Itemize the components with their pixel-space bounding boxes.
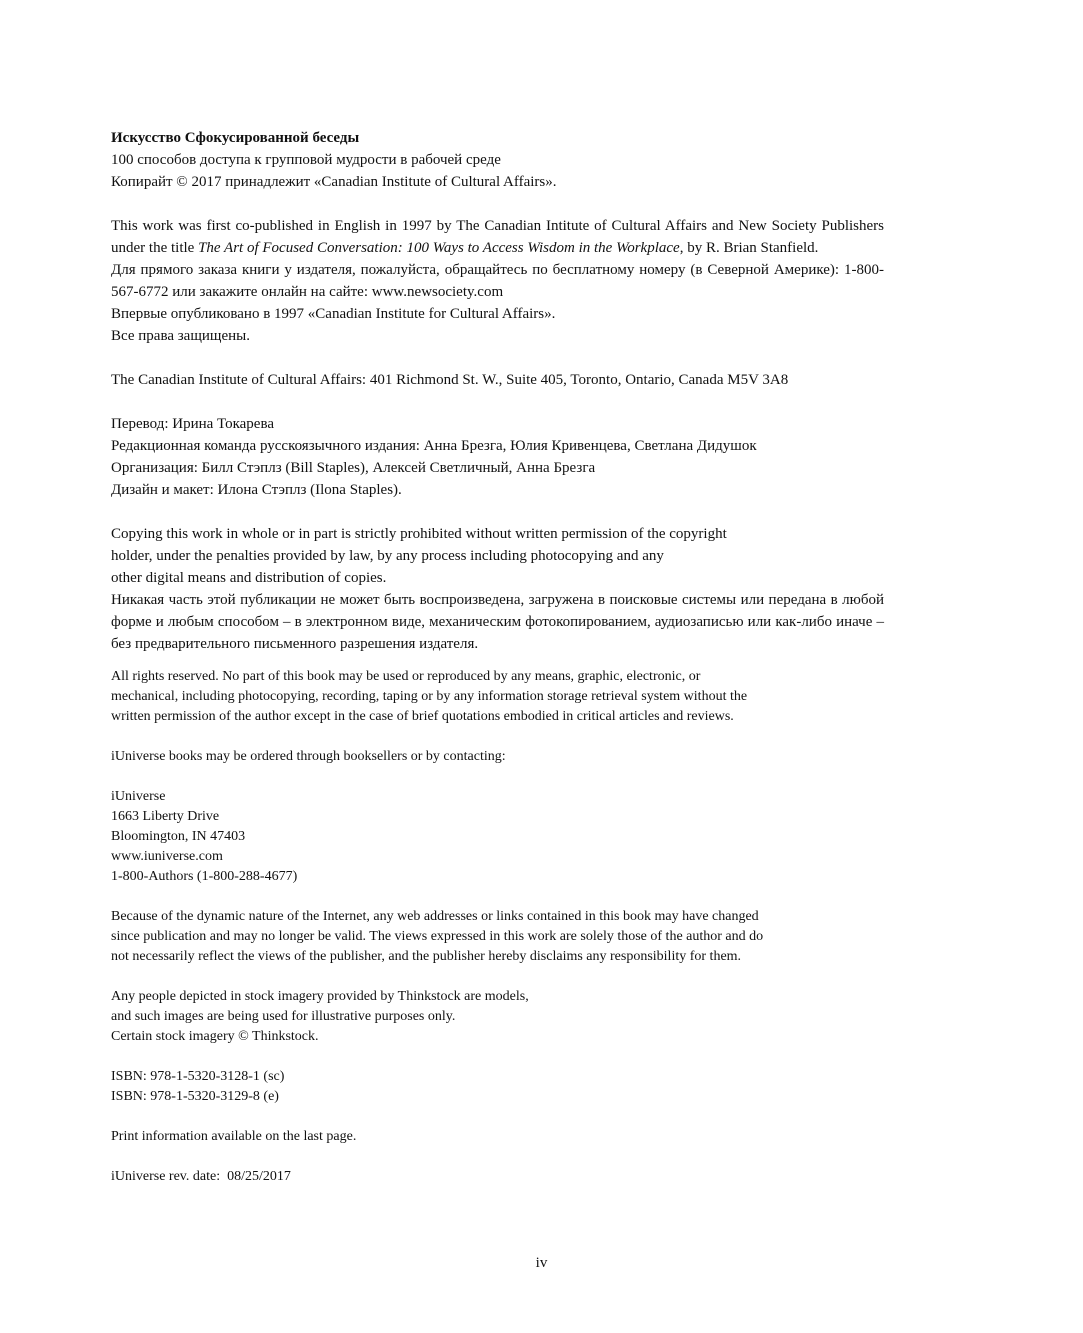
- address-line: 1-800-Authors (1-800-288-4677): [111, 869, 298, 884]
- credit-organization: Организация: Билл Стэплз (Bill Staples), Алексей Светличный, Анна Брезга: [111, 460, 596, 476]
- disclaimer-line: since publication and may no longer be valid. The views expressed in this work are solely those of the author and do: [111, 929, 764, 944]
- ordering-text: iUniverse books may be ordered through booksellers or by contacting:: [111, 749, 506, 764]
- copyright-line: Копирайт © 2017 принадлежит «Canadian Institute of Cultural Affairs».: [111, 174, 557, 190]
- credits-block: [111, 413, 884, 501]
- rev-date: iUniverse rev. date: 08/25/2017: [111, 1169, 291, 1184]
- rev-date-block: [111, 1167, 884, 1187]
- institute-address: The Canadian Institute of Cultural Affairs: 401 Richmond St. W., Suite 405, Toronto, Ontario, Canada M5V 3A8: [111, 372, 789, 388]
- print-info-block: [111, 1127, 884, 1147]
- all-rights-block: [111, 667, 884, 727]
- stock-line: Any people depicted in stock imagery provided by Thinkstock are models,: [111, 989, 529, 1004]
- isbn-line: ISBN: 978-1-5320-3128-1 (sc): [111, 1069, 285, 1084]
- address-line: 1663 Liberty Drive: [111, 809, 220, 824]
- pre-title-text: This work was first co-published in English in 1997 by The Canadian Intitute of Cultural Affairs and New Society Publishers under the title: [111, 218, 884, 256]
- credit-translation: Перевод: Ирина Токарева: [111, 416, 274, 432]
- original-book-title: The Art of Focused Conversation: 100 Ways to Access Wisdom in the Workplace: [198, 240, 680, 256]
- copying-block: [111, 523, 884, 655]
- ordering-block: [111, 747, 884, 767]
- title-block: [111, 127, 884, 193]
- all-rights-line: written permission of the author except in the case of brief quotations embodied in critical articles and reviews.: [111, 709, 734, 724]
- credit-editorial: Редакционная команда русскоязычного издания: Анна Брезга, Юлия Кривенцева, Светлана Дидушок: [111, 438, 757, 454]
- all-rights-line: All rights reserved. No part of this book may be used or reproduced by any means, graphic, electronic, or: [111, 669, 701, 684]
- credit-design: Дизайн и макет: Илона Стэплз (Ilona Staples).: [111, 482, 402, 498]
- stock-imagery-block: [111, 987, 884, 1047]
- address-line: Bloomington, IN 47403: [111, 829, 246, 844]
- rights-reserved-ru: Все права защищены.: [111, 328, 250, 344]
- stock-line: and such images are being used for illustrative purposes only.: [111, 1009, 456, 1024]
- all-rights-line: mechanical, including photocopying, recording, taping or by any information storage retrieval system without the: [111, 689, 748, 704]
- copying-en-line: other digital means and distribution of copies.: [111, 570, 387, 586]
- book-title-ru: Искусство Сфокусированной беседы: [111, 130, 360, 146]
- address-line: iUniverse: [111, 789, 166, 804]
- disclaimer-line: not necessarily reflect the views of the publisher, and the publisher hereby disclaims any responsibility for them.: [111, 949, 742, 964]
- order-info: Для прямого заказа книги у издателя, пожалуйста, обращайтесь по бесплатному номеру (в Северной Америке): 1-800-567-6772 или закажите онлайн на сайте: www.newsociety.com: [111, 262, 884, 300]
- book-subtitle-ru: 100 способов доступа к групповой мудрости в рабочей среде: [111, 152, 501, 168]
- institute-block: [111, 369, 884, 391]
- copying-ru: Никакая часть этой публикации не может быть воспроизведена, загружена в поисковые системы или передана в любой форме и любым способом – в электронном виде, механическим фотокопированием, аудиозаписью или как-либо иначе – без предварительного письменного разрешения издателя.: [111, 592, 884, 652]
- copying-en-line: holder, under the penalties provided by law, by any process including photocopying and any: [111, 548, 664, 564]
- internet-disclaimer-block: [111, 907, 884, 967]
- copying-en-line: Copying this work in whole or in part is strictly prohibited without written permission of the copyright: [111, 526, 727, 542]
- stock-line: Certain stock imagery © Thinkstock.: [111, 1029, 319, 1044]
- isbn-block: [111, 1067, 884, 1107]
- first-published-ru: Впервые опубликовано в 1997 «Canadian Institute for Cultural Affairs».: [111, 306, 556, 322]
- isbn-line: ISBN: 978-1-5320-3129-8 (e): [111, 1089, 279, 1104]
- copyright-page: [111, 127, 884, 1187]
- page-number: iv: [535, 1255, 548, 1271]
- address-line: www.iuniverse.com: [111, 849, 223, 864]
- post-title-text: , by R. Brian Stanfield.: [679, 240, 819, 256]
- iuniverse-address-block: [111, 787, 884, 887]
- first-published-en: [111, 215, 884, 259]
- print-info: Print information available on the last page.: [111, 1129, 357, 1144]
- publication-block: [111, 215, 884, 347]
- disclaimer-line: Because of the dynamic nature of the Internet, any web addresses or links contained in this book may have changed: [111, 909, 759, 924]
